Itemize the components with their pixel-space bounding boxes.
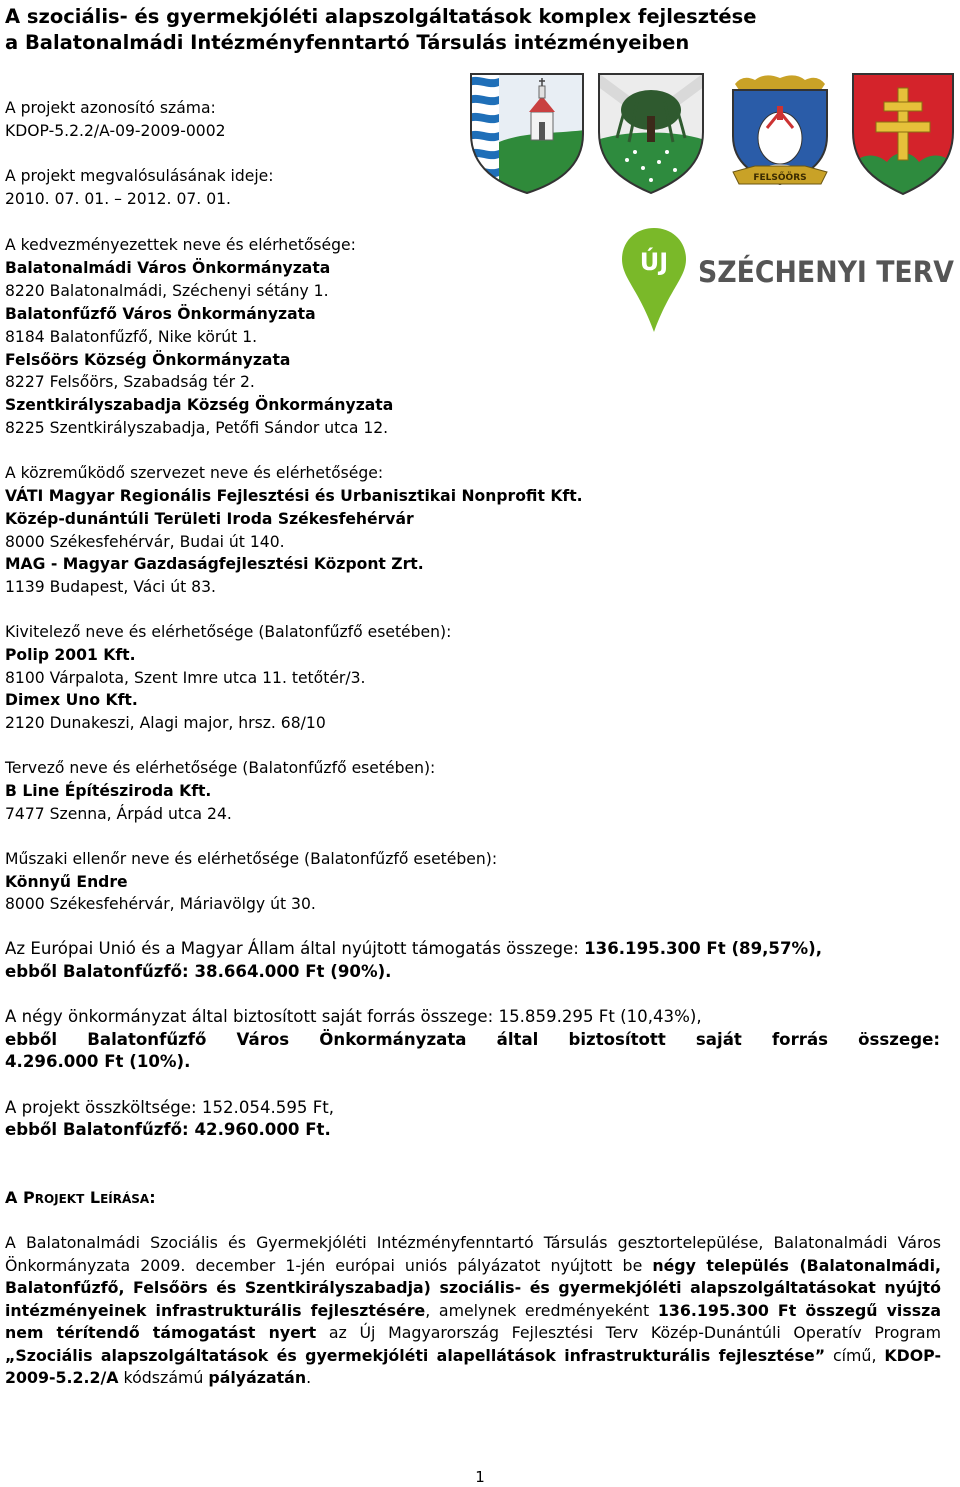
intermediary-org1-address: 8000 Székesfehérvár, Budai út 140. xyxy=(5,533,285,551)
coats-of-arms xyxy=(469,72,956,198)
balatonfuzfo-crest-icon xyxy=(597,72,705,194)
intermediary-org1-office: Közép-dunántúli Területi Iroda Székesfehérvár xyxy=(5,510,414,528)
beneficiary-2-name: Balatonfűzfő Város Önkormányzata xyxy=(5,305,316,323)
funding-total-line2: ebből Balatonfűzfő: 42.960.000 Ft. xyxy=(5,1120,331,1139)
uj-logo-text: ÚJ xyxy=(639,248,669,276)
title-line-2: a Balatonalmádi Intézményfenntartó Társulás intézményeiben xyxy=(5,31,690,54)
heading-letter-l: L xyxy=(89,1188,101,1207)
desc-part-4: 136.195.300 Ft összegű vissza nem térítendő támogatást nyert xyxy=(5,1300,941,1342)
desc-part-8: KDOP-2009-5.2.2/A xyxy=(5,1345,941,1387)
intermediary-label: A közreműködő szervezet neve és elérhetősége: xyxy=(5,464,384,482)
funding-eu-label: Az Európai Unió és a Magyar Állam által nyújtott támogatás összege: xyxy=(5,939,579,958)
beneficiary-1-name: Balatonalmádi Város Önkormányzata xyxy=(5,259,331,277)
inspector-label: Műszaki ellenőr neve és elérhetősége (Balatonfűzfő esetében): xyxy=(5,850,498,868)
desc-part-3: , amelynek eredményeként xyxy=(425,1300,658,1320)
desc-part-2: négy település (Balatonalmádi, Balatonfűzfő, Felsőörs és Szentkirályszabadja) szociális- és gyermekjóléti alapszolgáltatásokat nyújtó intézményeinek infrastrukturális fejlesztésére xyxy=(5,1255,942,1320)
desc-part-10: pályázatán xyxy=(208,1368,307,1387)
desc-part-7: című, xyxy=(825,1345,885,1365)
contractor-label: Kivitelező neve és elérhetősége (Balatonfűzfő esetében): xyxy=(5,623,452,641)
description-paragraph xyxy=(5,1232,941,1390)
beneficiary-4-name: Szentkirályszabadja Község Önkormányzata xyxy=(5,396,394,414)
heading-colon: : xyxy=(149,1188,156,1207)
contractor-2-address: 2120 Dunakeszi, Alagi major, hrsz. 68/10 xyxy=(5,714,326,732)
title-line-1: A szociális- és gyermekjóléti alapszolgáltatások komplex fejlesztése xyxy=(5,5,757,28)
desc-part-9: kódszámú xyxy=(118,1368,209,1387)
project-id-value: KDOP-5.2.2/A-09-2009-0002 xyxy=(5,122,226,140)
szechenyi-terv-logo-text: SZÉCHENYI TERV xyxy=(698,255,955,289)
heading-letter-p: P xyxy=(22,1188,35,1207)
desc-part-6: „Szociális alapszolgáltatások és gyermekjóléti alapellátások infrastrukturális fejlesztése” xyxy=(5,1345,826,1365)
designer-label: Tervező neve és elérhetősége (Balatonfűzfő esetében): xyxy=(5,759,436,777)
contractor-2-name: Dimex Uno Kft. xyxy=(5,691,138,709)
contractor-1-name: Polip 2001 Kft. xyxy=(5,646,136,664)
project-id-label: A projekt azonosító száma: xyxy=(5,99,216,117)
funding-total-line1: A projekt összköltsége: 152.054.595 Ft, xyxy=(5,1098,335,1117)
desc-part-5: az Új Magyarország Fejlesztési Terv Közép-Dunántúli Operatív Program xyxy=(316,1323,941,1342)
page-number: 1 xyxy=(475,1468,485,1486)
description-heading xyxy=(5,1187,156,1211)
designer-address: 7477 Szenna, Árpád utca 24. xyxy=(5,805,232,823)
contractor-1-address: 8100 Várpalota, Szent Imre utca 11. tetőtér/3. xyxy=(5,669,366,687)
beneficiary-2-address: 8184 Balatonfűzfő, Nike körút 1. xyxy=(5,328,258,346)
funding-own-line1: A négy önkormányzat által biztosított saját forrás összege: 15.859.295 Ft (10,43%), xyxy=(5,1007,702,1026)
heading-word-eirasa: EÍRÁSA xyxy=(100,1192,150,1206)
document-title xyxy=(5,4,945,56)
felsoors-ribbon-label: FELSŐÖRS xyxy=(753,173,807,183)
project-period-label: A projekt megvalósulásának ideje: xyxy=(5,167,274,185)
intermediary-org2: MAG - Magyar Gazdaságfejlesztési Központ Zrt. xyxy=(5,555,424,573)
beneficiary-4-address: 8225 Szentkirályszabadja, Petőfi Sándor utca 12. xyxy=(5,419,389,437)
szechenyi-terv-logo xyxy=(620,226,956,334)
inspector-name: Könnyű Endre xyxy=(5,873,128,891)
desc-part-11: . xyxy=(306,1368,312,1387)
beneficiary-1-address: 8220 Balatonalmádi, Széchenyi sétány 1. xyxy=(5,282,329,300)
szechenyi-terv-logo-graphic xyxy=(620,226,956,334)
intermediary-org1: VÁTI Magyar Regionális Fejlesztési és Urbanisztikai Nonprofit Kft. xyxy=(5,487,583,505)
inspector-address: 8000 Székesfehérvár, Máriavölgy út 30. xyxy=(5,895,316,913)
szentkiralyszabadja-crest-icon xyxy=(851,72,955,196)
balatonalmadi-crest-icon xyxy=(469,72,585,194)
intermediary-org2-address: 1139 Budapest, Váci út 83. xyxy=(5,578,216,596)
funding-eu-line xyxy=(5,938,822,961)
funding-eu-fuzfo: ebből Balatonfűzfő: 38.664.000 Ft (90%). xyxy=(5,962,392,981)
beneficiaries-label: A kedvezményezettek neve és elérhetősége: xyxy=(5,236,356,254)
felsoors-crest-icon xyxy=(725,72,835,196)
beneficiary-3-name: Felsőörs Község Önkormányzata xyxy=(5,351,291,369)
funding-own-line2 xyxy=(5,1029,940,1051)
funding-own-line2-text: ebből Balatonfűzfő Város Önkormányzata által biztosított saját forrás összege: xyxy=(5,1030,940,1049)
funding-eu-value: 136.195.300 Ft (89,57%), xyxy=(584,939,823,958)
heading-word-rojekt: ROJEKT xyxy=(34,1192,85,1206)
beneficiary-3-address: 8227 Felsőörs, Szabadság tér 2. xyxy=(5,373,255,391)
desc-part-1: A Balatonalmádi Szociális és Gyermekjóléti Intézményfenntartó Társulás gesztortelepülése, Balatonalmádi Város Önkormányzata 2009. december 1-jén európai uniós pályázatot nyújtott be xyxy=(5,1233,941,1275)
heading-letter-a: A xyxy=(5,1188,18,1207)
designer-name: B Line Építésziroda Kft. xyxy=(5,782,212,800)
funding-own-line3: 4.296.000 Ft (10%). xyxy=(5,1052,191,1071)
project-period-value: 2010. 07. 01. – 2012. 07. 01. xyxy=(5,190,232,208)
